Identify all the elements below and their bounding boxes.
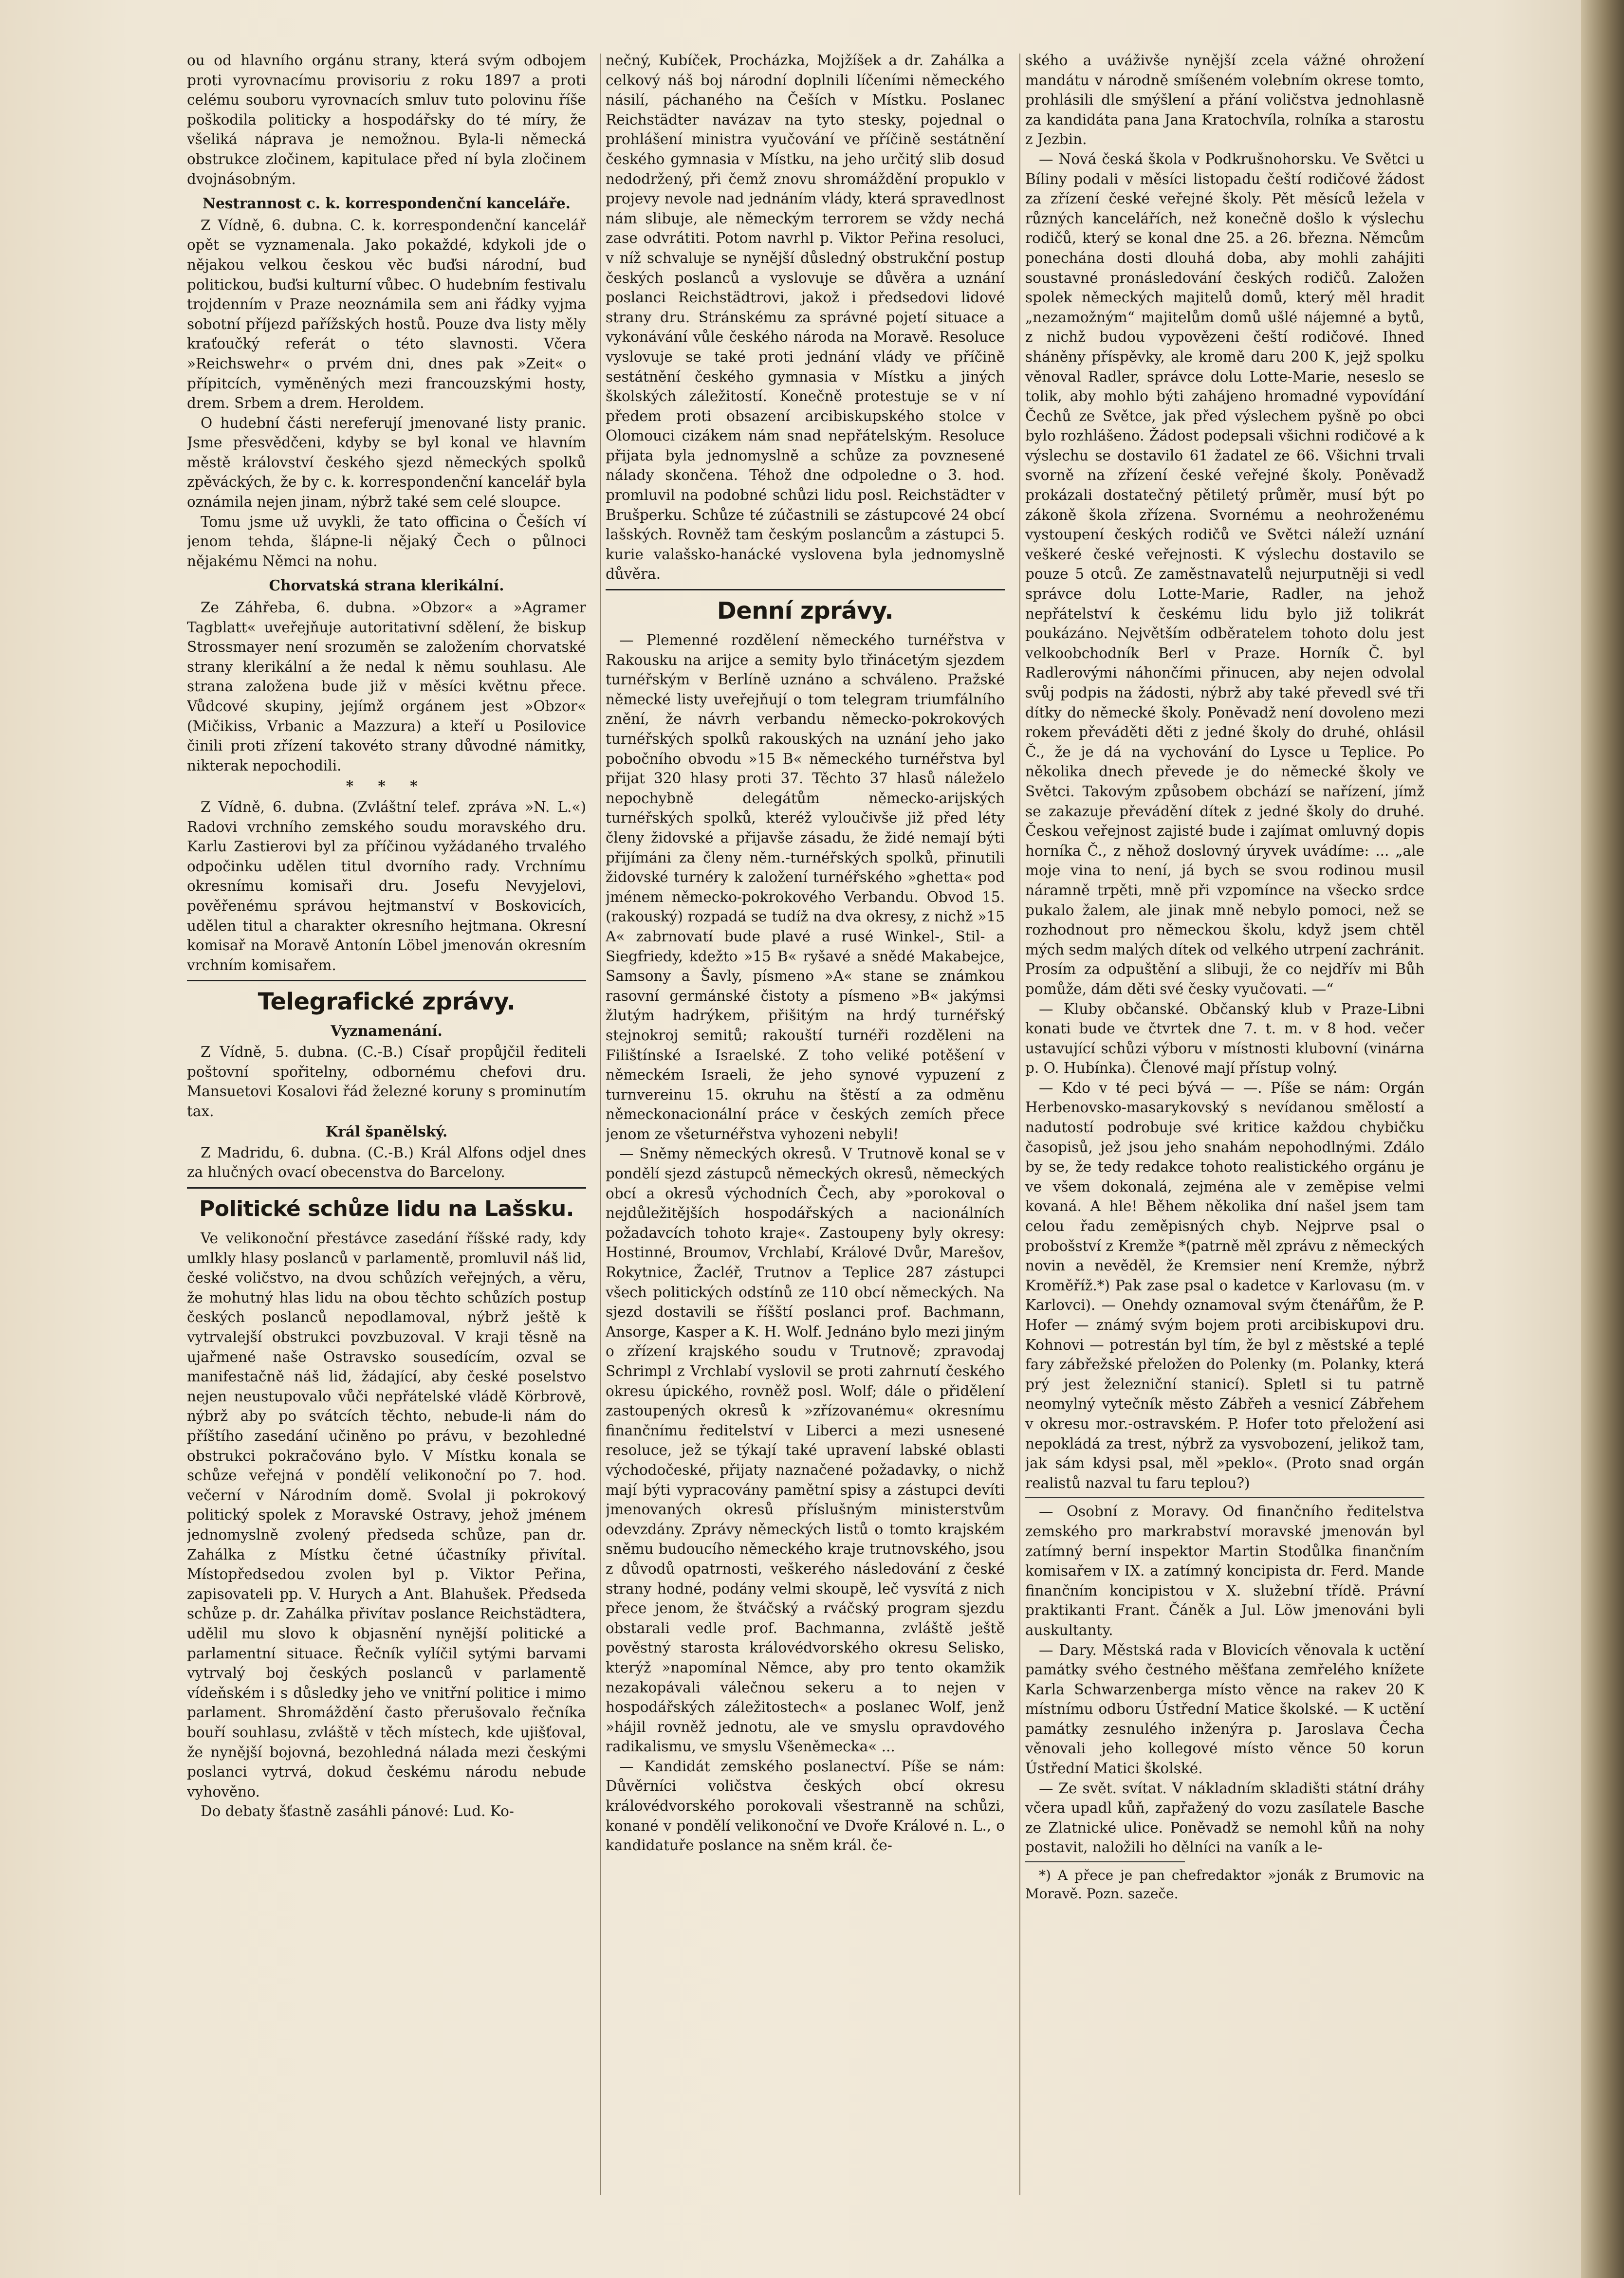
paragraph: Tomu jsme už uvykli, že tato officina o Češích ví jenom tehda, šlápne-li nějaký Čech o půlnoci nějakému Němci na nohu. bbox=[187, 513, 586, 570]
paragraph: Ze Záhřeba, 6. dubna. »Obzor« a »Agramer Tagblatt« uveřejňuje autoritativní sdělení, že biskup Strossmayer není srozuměn se založením chorvatské strany klerikální a že nedal k němu souhlasu. Ale strana založena bude již v měsíci květnu přece. Vůdcové skupiny, jejímž orgánem jest »Obzor« (Mičikiss, Vrbanic a Mazzura) a kteří u Posilovice činili proti zřízení takovéto strany důvodné námitky, nikterak nepochodili. bbox=[187, 599, 586, 774]
subheading: Vyznamenání. bbox=[331, 1022, 443, 1040]
paragraph: — Kluby občanské. Občanský klub v Praze-Libni konati bude ve čtvrtek dne 7. t. m. v 8 hod. večer ustavující schůzi výboru v místnosti klubovní (vinárna p. O. Hubínka). Členové mají přístup volný. bbox=[1025, 1000, 1424, 1077]
paragraph: Z Vídně, 6. dubna. (Zvláštní telef. zpráva »N. L.«) Radovi vrchního zemského soudu moravského dru. Karlu Zastierovi byl za příčinou vyžádaného trvalého odpočinku udělen titul dvorního rady. Vrchnímu okresnímu komisaři dru. Josefu Nevyjelovi, pověřenému správou hejtmanství v Boskovicích, udělen titul a charakter okresního hejtmana. Okresní komisař na Moravě Antonín Löbel jmenován okresním vrchním komisařem. bbox=[187, 798, 586, 974]
section-rule bbox=[1025, 1497, 1424, 1498]
column-right bbox=[1025, 51, 1424, 2251]
section-rule bbox=[187, 1187, 586, 1189]
section-title: Telegrafické zprávy. bbox=[258, 988, 516, 1016]
page-spine-shadow bbox=[1581, 0, 1624, 2278]
section-title: Denní zprávy. bbox=[717, 597, 894, 625]
footnote: *) A přece je pan chefredaktor »jonák z Brumovic na Moravě. Pozn. sazeče. bbox=[1025, 1867, 1424, 1902]
column-middle bbox=[606, 51, 1005, 2251]
paragraph: — Nová česká škola v Podkrušnohorsku. Ve Světci u Bíliny podali v měsíci listopadu čeští rodičové žádost za zřízení české veřejné školy. Pět měsíců ležela v různých kancelářích, než konečně došlo k výslechu rodičů, který se konal dne 25. a 26. března. Němcům ponechána dosti dlouhá doba, aby mohli zahájiti soustavné pronásledování českých rodičů. Založen spolek německých majitelů domů, který měl hradit „nezamožným“ majitelům domů ušlé nájemné a bytů, z nichž budou vypovězeni čeští rodičové. Ihned sháněny příspěvky, ale kromě daru 200 K, jejž spolku věnoval Radler, správce dolu Lotte-Marie, neseslo se tolik, aby mohlo býti zahájeno hromadné vypovídání Čechů ze Světce, jak před výslechem pyšně po obci bylo rozhlášeno. Žádost podepsali všichni rodičové a k výslechu se dostavilo 61 žadatel ze 66. Všichni trvali svorně na zřízení české veřejné školy. Poněvadž prokázali dostatečný pětiletý průměr, musí být po zákoně škola zřízena. Svornému a neohroženému vystoupení českých rodičů ve Světci náleží uznání veškeré české veřejnosti. K výslechu dostavilo se pouze 5 otců. Ze zaměstnavatelů nejurputněji si vedl správce dolu Lotte-Marie, Radler, na jehož nepřátelství k českému lidu bylo již tolikrát poukázáno. Největším odběratelem tohoto dolu jest velkoobchodník Berl v Praze. Horník Č. byl Radlerovými náhončími přinucen, aby nejen odvolal svůj podpis na žádosti, nýbrž aby také převedl své tři dítky do německé školy. Poněvadž není dovoleno mezi rokem převáděti děti z jedné školy do druhé, ohlásil Č., že je dá na vychování do Lysce u Teplice. Po několika dnech převede je do německé školy ve Světci. Takovým způsobem obchází se nařízení, jímž se zakazuje převádění dítek z jedné školy do druhé. Českou veřejnost zajisté bude i zajímat omluvný dopis horníka Č., z něhož doslovný úryvek uvádíme: ... „ale moje vina to není, já bych se svou rodinou musil náramně trpěti, mně při vzpomínce na všecko srdce pukalo žalem, ale jinak mně nebylo pomoci, než se rozhodnout pro německou školu, když jsem chtěl mých sedm malých dítek od velkého utrpení zachránit. Prosím za odpuštění a slibuji, že co nejdřív mi Bůh pomůže, dám děti své česky vyučovati. —“ bbox=[1025, 150, 1424, 997]
paragraph: Ve velikonoční přestávce zasedání říšské rady, kdy umlkly hlasy poslanců v parlamentě, promluvil náš lid, české voličstvo, na dvou schůzích veřejných, a věru, že mohutný hlas lidu na obou těchto schůzích postup českých poslanců nepodlamoval, nýbrž ještě k vytrvalejší obstrukci povzbuzoval. V kraji těsně na ujařmené naše Ostravsko sousedícím, ozval se manifestačně náš lid, žádající, aby české poselstvo nejen neustupovalo vůči nepřátelské vládě Körbrově, nýbrž aby po svátcích těchto, nebude-li nám do příštího zasedání učiněno po právu, v bezohledné obstrukci pokračováno bylo. V Místku konala se schůze veřejná v pondělí velikonoční po 7. hod. večerní v Národním domě. Svolal ji pokrokový politický spolek z Moravské Ostravy, jehož jménem jednomyslně zvolený předseda schůze, pan dr. Zahálka z Místku četné účastníky přivítal. Místopředsedou zvolen byl p. Viktor Peřina, zapisovateli pp. V. Hurych a Ant. Blahušek. Předseda schůze p. dr. Zahálka přivítav poslance Reichstädtera, udělil mu slovo k objasnění nynější politické a parlamentní situace. Řečník vylíčil sytými barvami vytrvalý boj českých poslanců v parlamentě vídeňském i s důsledky jeho ve vnitřní politice i mimo parlament. Shromáždění často přerušovalo řečníka bouří souhlasu, zvláště v těch místech, kde ujišťoval, že nynější bojovná, bezohledná nálada mezi českými poslanci vytrvá, dokud českému národu nebude vyhověno. bbox=[187, 1230, 586, 1800]
paragraph: nečný, Kubíček, Procházka, Mojžíšek a dr. Zahálka a celkový náš boj národní doplnili líčeními německého násilí, páchaného na Češích v Místku. Poslanec Reichstädter navázav na tyto stesky, pojednal o prohlášení ministra vyučování ve příčině sestátnění českého gymnasia v Místku, na jeho určitý slib dosud nedodržený, při čemž znovu shromáždění propuklo v projevy nevole nad jednáním vlády, která spravedlnost nám slibuje, ale německým terrorem se vždy nechá zase odvrátiti. Potom navrhl p. Viktor Peřina resoluci, v níž schvaluje se nynější důsledný obstrukční postup českých poslanců a vyslovuje se důvěra a uznání poslanci Reichstädtrovi, jakož i předsedovi lidové strany dru. Stránskému za správné pojetí situace a vykonávání vůle českého národa na Moravě. Resoluce vyslovuje se také proti jednání vlády ve příčině sestátnění českého gymnasia v Místku a jiných školských záležitostí. Konečně protestuje se v ní předem proti obsazení arcibiskupského stolce v Olomouci cizákem nám snad nepřátelským. Resoluce přijata byla jednomyslně a schůze za povznesené nálady skončena. Téhož dne odpoledne o 3. hod. promluvil na podobné schůzi lidu posl. Reichstädter v Brušperku. Schůze té zúčastnili se zástupcové 24 obcí lašských. Rovněž tam českým poslancům a zástupci 5. kurie valašsko-hanácké vyslovena byla jednomyslně důvěra. bbox=[606, 52, 1005, 583]
paragraph: Z Vídně, 6. dubna. C. k. korrespondenční kancelář opět se vyznamenala. Jako pokaždé, kdykoli jde o nějakou velkou českou věc buďsi národní, buď politickou, buďsi kulturní vůbec. O hudebním festivalu trojdenním v Praze neoznámila sem ani řádky vyjma sobotní příjezd pařížských hostů. Pouze dva listy měly kraťoučký referát o této slavnosti. Včera »Reichswehr« o prvém dni, dnes pak »Zeit« o přípitcích, vyměněných mezi francouzskými hosty, drem. Srbem a drem. Heroldem. bbox=[187, 217, 586, 412]
subheading: Král španělský. bbox=[325, 1123, 448, 1140]
section-heading: Nestrannost c. k. korrespondenční kanceláře. bbox=[203, 195, 571, 212]
paragraph: Z Madridu, 6. dubna. (C.-B.) Král Alfons odjel dnes za hlučných ovací obecenstva do Barcelony. bbox=[187, 1144, 586, 1181]
separator-stars: * * * bbox=[346, 777, 427, 795]
paragraph: — Dary. Městská rada v Blovicích věnovala k uctění památky svého čestného měšťana zemřelého knížete Karla Schwarzenberga místo věnce na rakev 20 K místnímu odboru Ústřední Matice školské. — K uctění památky zesnulého inženýra p. Jaroslava Čecha věnovali jeho kollegové místo věnce 50 korun Ústřední Matici školské. bbox=[1025, 1641, 1424, 1777]
paragraph: — Kandidát zemského poslanectví. Píše se nám: Důvěrníci voličstva českých obcí okresu královédvorského porokovali všestranně na schůzi, konané v pondělí velikonoční ve Dvoře Králové n. L., o kandidatuře poslance na sněm král. če- bbox=[606, 1758, 1005, 1854]
column-separator bbox=[600, 54, 601, 2195]
section-rule bbox=[606, 589, 1005, 590]
paragraph: — Sněmy německých okresů. V Trutnově konal se v pondělí sjezd zástupců německých okresů, německých obcí a okresů východních Čech, aby »porokoval o nejdůležitějších hospodářských a nacionálních požadavcích tohoto kraje«. Zastoupeny byly okresy: Hostinné, Broumov, Vrchlabí, Králové Dvůr, Marešov, Rokytnice, Žacléř, Trutnov a Teplice 287 zástupci všech politických odstínů ze 110 obcí německých. Na sjezd dostavili se říšští poslanci prof. Bachmann, Ansorge, Kasper a K. H. Wolf. Jednáno bylo mezi jiným o zřízení krajského soudu v Trutnově; zpravodaj Schrimpl z Vrchlabí vyslovil se proti zahrnutí českého okresu úpického, rovněž posl. Wolf; dále o přidělení zastoupených okresů k »zřízovanému« okresnímu finančnímu ředitelství v Liberci a mezi usnesené resoluce, jež se týkají také upravení labské oblasti východočeské, přijaty naznačené požadavky, o nichž mají býti vypracovány pamětní spisy a zástupci devíti jmenovaných okresů příslušným ministerstvům odevzdány. Zprávy německých listů o tomto krajském sněmu budoucího německého kraje trutnovského, jsou z důvodů opatrnosti, veškerého následování z české strany hodné, podány velmi skoupě, leč vysvítá z nich přece jenom, že štváčský a rváčský program sjezdu obstarali vedle prof. Bachmanna, zvláště ještě pověstný starosta královédvorského okresu Selisko, kterýž »napomínal Němce, aby pro tento okamžik nezakopávali válečnou sekeru a to nejen v hospodářských záležitostech« a poslanec Wolf, jenž »hájil rovněž jednotu, ale ve smyslu opravdového radikalismu, ve smyslu Všeněmecka« ... bbox=[606, 1145, 1005, 1755]
section-rule bbox=[187, 980, 586, 981]
paragraph: — Ze svět. svítat. V nákladním skladišti státní dráhy včera upadl kůň, zapřažený do vozu zasílatele Basche ze Zlatnické ulice. Poněvadž se nemohl kůň na nohy postavit, naložili ho dělníci na vaník a le- bbox=[1025, 1780, 1424, 1856]
paragraph: Z Vídně, 5. dubna. (C.-B.) Císař propůjčil řediteli poštovní spořitelny, odbornému chefovi dru. Mansuetovi Kosalovi řád železné koruny s prominutím tax. bbox=[187, 1043, 586, 1120]
footnote-rule bbox=[1025, 1861, 1185, 1862]
article-title: Politické schůze lidu na Lašsku. bbox=[199, 1196, 574, 1222]
paragraph: O hudební části nereferují jmenované listy pranic. Jsme přesvědčeni, kdyby se byl konal ve hlavním městě království českého sjezd německých spolků zpěváckých, že by c. k. korrespondenční kancelář byla oznámila nejen jinam, nýbrž také sem celé sloupce. bbox=[187, 414, 586, 511]
paragraph: Do debaty šťastně zasáhli pánové: Lud. Ko- bbox=[201, 1803, 514, 1820]
column-separator bbox=[1019, 54, 1020, 2195]
paragraph: — Osobní z Moravy. Od finančního ředitelstva zemského pro markrabství moravské jmenován byl zatímný berní inspektor Martin Stodůlka finančním komisařem v IX. a zatímný koncipista dr. Ferd. Mande finančním koncipistou v X. služební třídě. Právní praktikanti Frant. Čáněk a Jul. Löw jmenováni byli auskultanty. bbox=[1025, 1503, 1424, 1638]
paragraph: ou od hlavního orgánu strany, která svým odbojem proti vyrovnacímu provisoriu z roku 1897 a proti celému souboru vyrovnacích smluv tuto polovinu říše poškodila politicky a hospodářsky do té míry, že všeliká náprava je nemožnou. Byla-li německá obstrukce zločinem, kapitulace před ní byla zločinem dvojnásobným. bbox=[187, 52, 586, 187]
paragraph: — Kdo v té peci bývá — —. Píše se nám: Orgán Herbenovsko-masarykovský s nevídanou smělostí a nadutostí podrobuje své kritice každou chybičku časopisů, jež jsou jeho snahám nepohodlnými. Zdálo by se, že tedy redakce tohoto realistického orgánu je ve všem dokonalá, zejména ale v zeměpise velmi kovaná. A hle! Během několika dní našel jsem tam celou řadu zeměpisných chyb. Nejprve psal o probošství z Kremže *(patrně měl zprávu z německých novin a nevěděl, že Kremsier není Kremže, nýbrž Kroměříž.*) Pak zase psal o kadetce v Karlovasu (m. v Karlovci). — Onehdy oznamoval svým čtenářům, že P. Hofer — známý svým bojem proti arcibiskupovi dru. Kohnovi — potrestán byl tím, že byl z městské a teplé fary zábřežské přeložen do Polenky (m. Polanky, která prý jest železniční stanicí). Spletl si tu patrně neomylný vytečník město Zábřeh a vesnicí Zábřehem v okresu mor.-ostravském. P. Hofer toto přeložení asi nepokládá za trest, nýbrž za vysvobození, jelikož tam, jak sám kdysi psal, měl »peklo«. (Proto snad orgán realistů nazval tu faru teplou?) bbox=[1025, 1079, 1424, 1491]
paragraph: ského a uváživše nynější zcela vážné ohrožení mandátu v národně smíšeném volebním okrese tomto, prohlásili dle smýšlení a přání voličstva jednohlasně za kandidáta pana Jana Kratochvíla, rolníka a starostu z Jezbin. bbox=[1025, 52, 1424, 148]
section-heading: Chorvatská strana klerikální. bbox=[269, 577, 504, 594]
paragraph: — Plemenné rozdělení německého turnéřstva v Rakousku na arijce a semity bylo třinácetým sjezdem turnéřským v Berlíně uznáno a schváleno. Pražské německé listy uveřejňují o tom telegram triumfálního znění, že návrh verbandu německo-pokrokových turnéřských spolků rakouských na uznání jeho jako pobočního obvodu »15 B« německého turnéřstva byl přijat 320 hlasy proti 37. Těchto 37 hlasů náleželo nepochybně delegátům německo-arijských turnéřských spolků, kteréž vyloučivše již před léty členy židovské a přijavše zásadu, že židé nemají býti přijímáni za členy něm.-turnéřských spolků, přinutili židovské turnéry k založení turnéřského »ghetta« pod jménem německo-pokrokového Verbandu. Obvod 15. (rakouský) rozpadá se tudíž na dva okresy, z nichž »15 A« zabrnovatí bude plavé a rusé Winkel-, Stil- a Siegfriedy, kdežto »15 B« ryšavé a snědé Makabejce, Samsony a Šavly, písmeno »A« stane se známkou rasovní germánské čistoty a písmeno »B« jakýmsi žlutým hadrýkem, přišitým na hrdý turnéřský stejnokroj semitů; rakouští turnéři rozděleni na Filištínské a Israelské. Z toho veliké potěšení v německém Israeli, že jeho synové vypuzení z turnvereinu 15. okruhu na štěstí a za odměnu německonacionální práce v českých zemích přece jenom ze všeturnéřstva vyhozeni nebyli! bbox=[606, 632, 1005, 1142]
column-left bbox=[187, 51, 586, 2251]
